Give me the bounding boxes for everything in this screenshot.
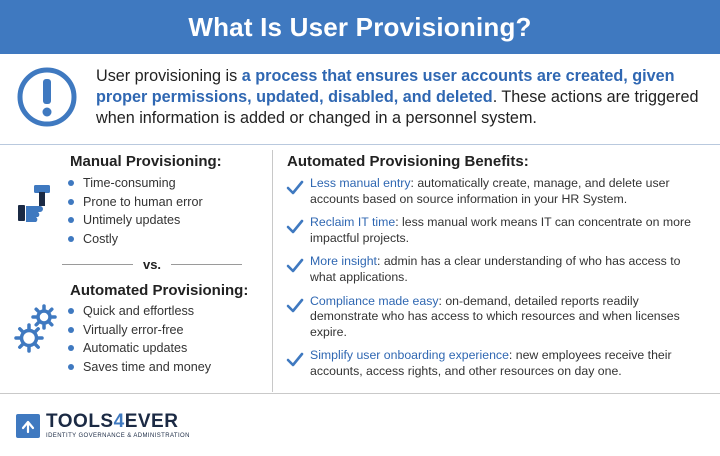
bullet-icon xyxy=(68,180,74,186)
bullet-icon xyxy=(68,236,74,242)
benefit-highlight: Reclaim IT time xyxy=(310,215,396,230)
vs-line-left xyxy=(62,264,133,265)
logo-tagline: IDENTITY GOVERNANCE & ADMINISTRATION xyxy=(46,433,190,439)
intro-text-start: User provisioning is xyxy=(96,67,242,85)
vs-line-right xyxy=(171,264,242,265)
column-divider xyxy=(272,150,273,392)
list-item xyxy=(286,348,706,379)
manual-provisioning-list xyxy=(68,174,203,248)
gears-icon xyxy=(14,304,60,354)
hand-hammer-icon xyxy=(14,183,58,227)
list-item: Untimely updates xyxy=(68,211,203,230)
check-icon xyxy=(286,179,304,197)
automated-provisioning-title: Automated Provisioning: xyxy=(70,282,249,299)
footer-divider xyxy=(0,393,720,394)
vs-label: vs. xyxy=(142,256,162,272)
bullet-icon xyxy=(68,199,74,205)
list-item xyxy=(286,176,706,207)
benefit-highlight: Compliance made easy xyxy=(310,293,439,308)
check-icon xyxy=(286,257,304,275)
logo-wordmark: TOOLS4EVER xyxy=(46,411,179,432)
list-item xyxy=(286,215,706,246)
list-item: Saves time and money xyxy=(68,358,211,377)
list-item: Virtually error-free xyxy=(68,321,211,340)
check-icon xyxy=(286,297,304,315)
benefit-description: : on-demand, detailed reports readily demonstrate who has access to which resources and when licenses expire. xyxy=(310,293,680,339)
benefit-description: : less manual work means IT can concentrate on more impactful projects. xyxy=(310,215,691,245)
intro-highlight: a process that ensures user accounts are created, given proper permissions, updated, disabled, and deleted xyxy=(96,67,675,106)
bullet-icon xyxy=(68,345,74,351)
list-item: Costly xyxy=(68,230,203,249)
bullet-icon xyxy=(68,364,74,370)
list-item xyxy=(286,254,706,285)
list-item: Prone to human error xyxy=(68,193,203,212)
benefit-highlight: Less manual entry xyxy=(310,176,411,190)
list-item: Automatic updates xyxy=(68,339,211,358)
versus-separator xyxy=(62,256,242,272)
list-item: Quick and effortless xyxy=(68,302,211,321)
benefits-title: Automated Provisioning Benefits: xyxy=(287,153,529,170)
bullet-icon xyxy=(68,217,74,223)
list-item: Time-consuming xyxy=(68,174,203,193)
intro-text-end: . These actions are triggered when information is added or changed in a personnel system. xyxy=(96,88,699,127)
exclamation-circle-icon xyxy=(16,66,78,128)
benefit-highlight: Simplify user onboarding experience xyxy=(310,348,509,363)
benefit-description: : admin has a clear understanding of who has access to what applications. xyxy=(310,254,681,284)
benefit-description: : automatically create, manage, and delete user accounts based on source information in your HR System. xyxy=(310,176,670,206)
check-icon xyxy=(286,218,304,236)
benefit-description: : new employees receive their accounts, access rights, and other resources on day one. xyxy=(310,348,672,378)
check-icon xyxy=(286,351,304,369)
tools4ever-logo xyxy=(16,412,190,439)
manual-provisioning-title: Manual Provisioning: xyxy=(70,153,222,170)
benefits-list xyxy=(286,176,706,388)
page-title: What Is User Provisioning? xyxy=(188,11,532,42)
automated-provisioning-list xyxy=(68,302,211,376)
benefit-highlight: More insight xyxy=(310,254,377,269)
section-divider xyxy=(0,144,720,145)
intro-paragraph xyxy=(96,66,706,129)
bullet-icon xyxy=(68,308,74,314)
header-banner xyxy=(0,0,720,54)
logo-mark-icon xyxy=(16,414,40,438)
list-item xyxy=(286,294,706,341)
bullet-icon xyxy=(68,327,74,333)
